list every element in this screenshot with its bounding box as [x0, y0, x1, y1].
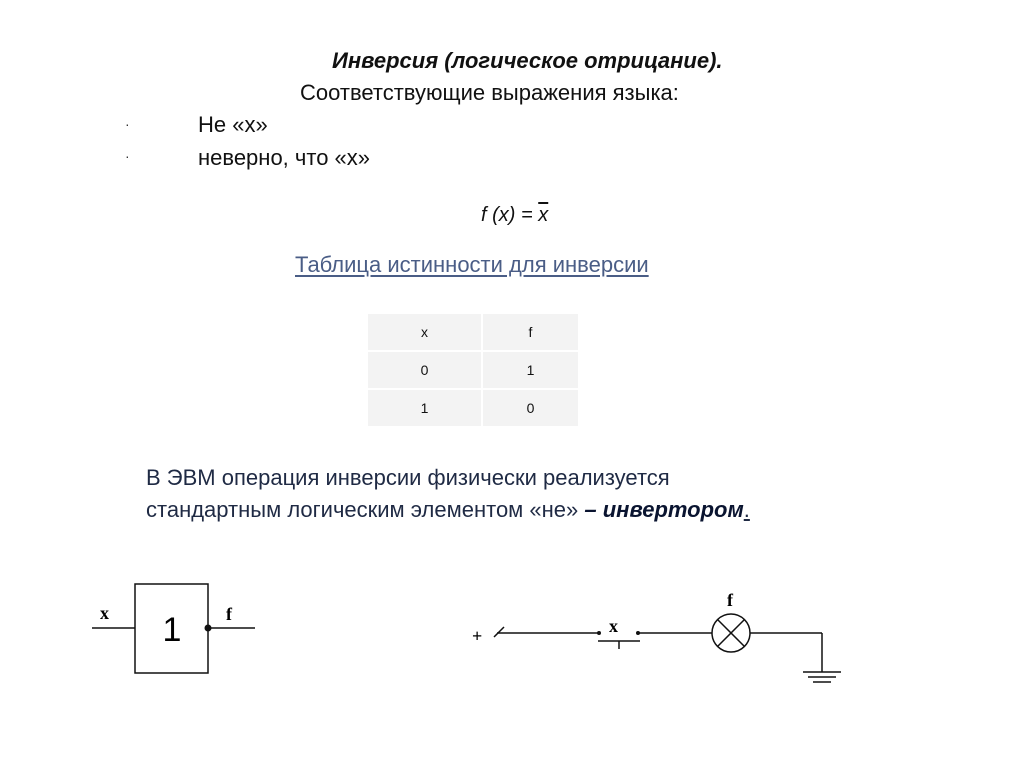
switch-contact: [597, 631, 601, 635]
inverter-gate-diagram: [92, 584, 255, 673]
lamp-circuit-diagram: [472, 590, 841, 682]
power-terminal-stroke: [494, 627, 504, 637]
table-cell: 1: [368, 389, 482, 426]
gate-output-label: f: [226, 604, 232, 624]
truth-table-title[interactable]: Таблица истинности для инверсии: [295, 252, 649, 277]
gate-function-label: 1: [162, 611, 182, 649]
bullet-marker: ·: [125, 116, 130, 132]
power-plus-label: +: [472, 626, 483, 646]
expression-item: неверно, что «х»: [198, 145, 371, 170]
paragraph-line-1: В ЭВМ операция инверсии физически реализуется: [146, 465, 670, 490]
slide-title: Инверсия (логическое отрицание).: [332, 48, 723, 73]
inverter-term: – инвертором: [584, 497, 744, 522]
formula-lhs: f (x) =: [481, 204, 539, 226]
table-cell: 1: [482, 351, 578, 389]
table-header-cell: x: [368, 314, 482, 351]
table-cell: 0: [368, 351, 482, 389]
formula-negated-variable: $\overline{x}$: [538, 204, 549, 226]
ground-icon: [803, 672, 841, 682]
gate-input-label: x: [100, 603, 109, 623]
slide-subtitle: Соответствующие выражения языка:: [300, 80, 679, 105]
table-cell: 0: [526, 400, 535, 416]
expression-item: Не «х»: [198, 112, 268, 137]
switch-label: x: [609, 616, 618, 636]
bullet-marker: ·: [125, 148, 130, 164]
paragraph-period: .: [743, 497, 750, 522]
table-header-cell: f: [482, 314, 578, 351]
lamp-label: f: [727, 590, 733, 610]
paragraph-line-2-text: стандартным логическим элементом «не»: [146, 497, 585, 522]
